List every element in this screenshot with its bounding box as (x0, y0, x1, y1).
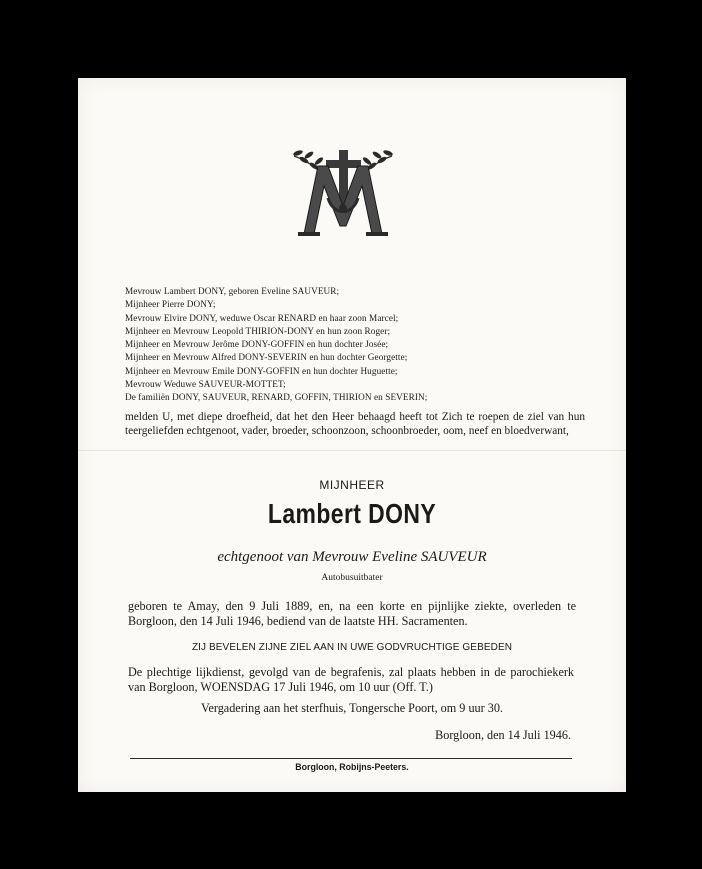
funeral-notice-sheet (78, 78, 626, 792)
family-line: Mijnheer en Mevrouw Emile DONY-GOFFIN en hun dochter Huguette; (125, 365, 398, 376)
family-line: Mijnheer en Mevrouw Leopold THIRION-DONY en hun zoon Roger; (125, 325, 391, 336)
family-line: De familiën DONY, SAUVEUR, RENARD, GOFFIN, THIRION en SEVERIN; (125, 392, 428, 403)
profession: Autobusuitbater (321, 573, 383, 583)
birth-death-details: geboren te Amay, den 9 Juli 1889, en, na een korte en pijnlijke ziekte, overleden te Borgloon, den 14 Juli 1946, bediend van de laatste HH. Sacramenten. (128, 599, 576, 628)
prayer-request: ZIJ BEVELEN ZIJNE ZIEL AAN IN UWE GODVRUCHTIGE GEBEDEN (191, 642, 513, 653)
announcement-intro: melden U, met diepe droefheid, dat het den Heer behaagd heeft tot Zich te roepen de ziel van hun teergeliefden echtgenoot, vader, broeder, schoonzoon, schoonbroeder, oom, neef en bloedverwant, (125, 411, 585, 437)
family-line: Mevrouw Elvire DONY, weduwe Oscar RENARD en haar zoon Marcel; (125, 312, 399, 323)
printer-credit: Borgloon, Robijns-Peeters. (295, 762, 409, 772)
family-line: Mevrouw Lambert DONY, geboren Eveline SAUVEUR; (125, 286, 340, 296)
family-line: Mijnheer en Mevrouw Jerôme DONY-GOFFIN en hun dochter Josée; (125, 339, 389, 350)
family-list (125, 285, 595, 405)
family-line: Mijnheer en Mevrouw Alfred DONY-SEVERIN en hun dochter Georgette; (125, 352, 408, 363)
paper-fold-line (78, 450, 626, 451)
family-line: Mijnheer Pierre DONY; (125, 299, 216, 310)
place-and-date: Borgloon, den 14 Juli 1946. (435, 728, 571, 742)
meeting-details: Vergadering aan het sterfhuis, Tongersche Poort, om 9 uur 30. (201, 701, 503, 715)
deceased-name: Lambert DONY (267, 498, 437, 529)
laurel-cross-monogram-icon (288, 146, 398, 238)
divider (130, 758, 572, 759)
spouse-line: echtgenoot van Mevrouw Eveline SAUVEUR (217, 549, 487, 565)
honorific-title: MIJNHEER (319, 478, 385, 492)
family-line: Mevrouw Weduwe SAUVEUR-MOTTET; (125, 379, 286, 390)
funeral-service-details: De plechtige lijkdienst, gevolgd van de begrafenis, zal plaats hebben in de parochiekerk van Borgloon, WOENSDAG 17 Juli 1946, om 10 uur (Off. T.) (128, 665, 574, 694)
